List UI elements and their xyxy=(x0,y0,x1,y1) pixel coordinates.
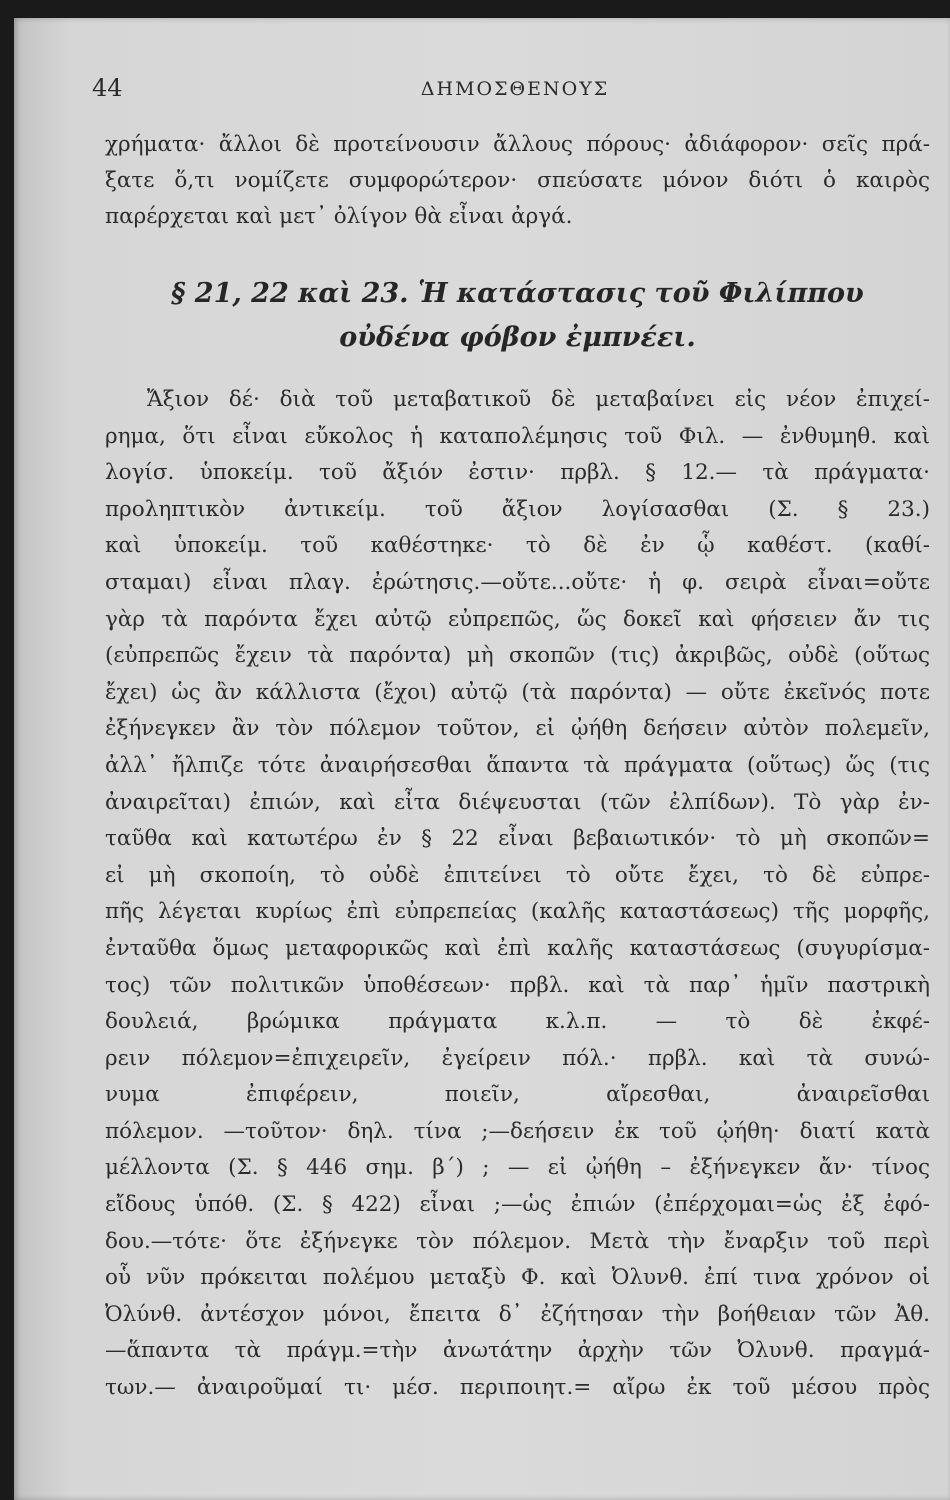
text-line: καὶ ὑποκείμ. τοῦ καθέστηκε· τὸ δὲ ἐν ᾧ καθέστ. (καθί- xyxy=(105,533,930,559)
running-head: ΔΗΜΟΣΘΕΝΟΥΣ xyxy=(420,78,610,100)
page-number: 44 xyxy=(92,74,123,102)
text-line: ἐνταῦθα ὅμως μεταφορικῶς καὶ ἐπὶ καλῆς καταστάσεως (συγυρίσμα- xyxy=(105,935,930,961)
text-line: ταῦθα καὶ κατωτέρω ἐν § 22 εἶναι βεβαιωτικόν· τὸ μὴ σκοπῶν= xyxy=(105,826,930,852)
text-line: —ἅπαντα τὰ πράγμ.=τὴν ἀνωτάτην ἀρχὴν τῶν Ὀλυνθ. πραγμά- xyxy=(105,1338,930,1364)
text-line: παρέρχεται καὶ μετ᾿ ὀλίγον θὰ εἶναι ἀργά. xyxy=(105,204,573,229)
text-line: ρειν πόλεμον=ἐπιχειρεῖν, ἐγείρειν πόλ.· πρβλ. καὶ τὰ συνώ- xyxy=(105,1045,930,1071)
text-line: των.— ἀναιροῦμαί τι· μέσ. περιποιητ.= αἴρω ἐκ τοῦ μέσου πρὸς xyxy=(105,1375,930,1401)
text-line: λογίσ. ὑποκείμ. τοῦ ἄξιόν ἐστιν· πρβλ. § 12.— τὰ πράγματα· xyxy=(105,460,930,486)
text-line: Ἄξιον δέ· διὰ τοῦ μεταβατικοῦ δὲ μεταβαίνει εἰς νέον ἐπιχεί- xyxy=(147,387,930,412)
text-line: ἐξήνεγκεν ἂν τὸν πόλεμον τοῦτον, εἰ ᾠήθη δεήσειν αὐτὸν πολεμεῖν, xyxy=(105,716,930,742)
text-line: εἴδους ὑπόθ. (Σ. § 422) εἶναι ;—ὡς ἐπιών (ἐπέρχομαι=ὡς ἐξ ἐφό- xyxy=(105,1192,930,1218)
text-line: πῆς λέγεται κυρίως ἐπὶ εὐπρεπείας (καλῆς καταστάσεως) τῆς μορφῆς, xyxy=(105,899,930,925)
text-line: ρημα, ὅτι εἶναι εὔκολος ἡ καταπολέμησις τοῦ Φιλ. — ἐνθυμηθ. καὶ xyxy=(105,423,930,449)
text-line: πόλεμον. —τοῦτον· δηλ. τίνα ;—δεήσειν ἐκ τοῦ ᾠήθη· διατί κατὰ xyxy=(105,1118,930,1144)
text-line: νυμα ἐπιφέρειν, ποιεῖν, αἴρεσθαι, ἀναιρεῖσθαι xyxy=(105,1082,930,1108)
text-line: σταμαι) εἶναι πλαγ. ἐρώτησις.—οὔτε...οὔτε· ἡ φ. σειρὰ εἶναι=οὔτε xyxy=(105,569,930,595)
section-heading-line-2: οὐδένα φόβον ἐμπνέει. xyxy=(339,322,696,353)
text-line: ξατε ὅ,τι νομίζετε συμφορώτερον· σπεύσατε μόνον διότι ὁ καιρὸς xyxy=(105,168,930,193)
text-line: Ὀλύνθ. ἀντέσχον μόνοι, ἔπειτα δ᾿ ἐζήτησαν τὴν βοήθειαν τῶν Ἀθ. xyxy=(105,1301,930,1327)
text-line: μέλλοντα (Σ. § 446 σημ. β´) ; — εἰ ᾠήθη – ἐξήνεγκεν ἄν· τίνος xyxy=(105,1155,930,1181)
text-line: ἔχει) ὡς ἂν κάλλιστα (ἔχοι) αὐτῷ (τὰ παρόντα) — οὔτε ἐκεῖνός ποτε xyxy=(105,679,930,705)
text-line: οὗ νῦν πρόκειται πολέμου μεταξὺ Φ. καὶ Ὀλυνθ. ἐπί τινα χρόνον οἱ xyxy=(105,1265,930,1291)
section-heading xyxy=(105,272,930,360)
text-line: (εὐπρεπῶς ἔχειν τὰ παρόντα) μὴ σκοπῶν (τις) ἀκριβῶς, οὐδὲ (οὕτως xyxy=(105,643,930,669)
text-line: ἀλλ᾿ ἤλπιζε τότε ἀναιρήσεσθαι ἅπαντα τὰ πράγματα (οὕτως) ὥς (τις xyxy=(105,752,930,778)
text-line: χρήματα· ἄλλοι δὲ προτείνουσιν ἄλλους πόρους· ἀδιάφορον· σεῖς πρά- xyxy=(105,132,930,157)
paragraph-intro xyxy=(105,127,930,235)
text-line: προληπτικὸν ἀντικείμ. τοῦ ἄξιον λογίσασθαι (Σ. § 23.) xyxy=(105,496,930,522)
section-heading-line-1: § 21, 22 καὶ 23. Ἡ κατάστασις τοῦ Φιλίππου xyxy=(171,278,864,309)
text-line: δου.—τότε· ὅτε ἐξήνεγκε τὸν πόλεμον. Μετὰ τὴν ἔναρξιν τοῦ περὶ xyxy=(105,1228,930,1254)
paragraph-commentary xyxy=(105,382,930,1407)
text-line: εἰ μὴ σκοποίη, τὸ οὐδὲ ἐπιτείνει τὸ οὔτε ἔχει, τὸ δὲ εὐπρε- xyxy=(105,862,930,888)
text-line: ἀναιρεῖται) ἐπιών, καὶ εἶτα διέψευσται (τῶν ἐλπίδων). Τὸ γὰρ ἐν- xyxy=(105,789,930,815)
text-line: γὰρ τὰ παρόντα ἔχει αὐτῷ εὐπρεπῶς, ὥς δοκεῖ καὶ φήσειεν ἄν τις xyxy=(105,606,930,632)
text-line: τος) τῶν πολιτικῶν ὑποθέσεων· πρβλ. καὶ τὰ παρ᾿ ἡμῖν παστρικὴ xyxy=(105,972,930,998)
text-line: δουλειά, βρώμικα πράγματα κ.λ.π. — τὸ δὲ ἐκφέ- xyxy=(105,1009,930,1035)
